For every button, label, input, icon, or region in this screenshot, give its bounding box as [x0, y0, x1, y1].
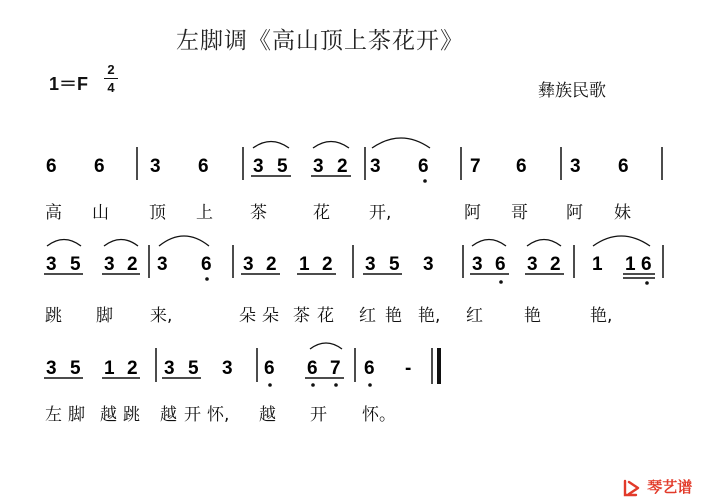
key-signature: 1＝F	[49, 74, 89, 94]
final-bar-thick	[437, 348, 441, 384]
time-signature-bottom: 4	[107, 80, 115, 95]
lyric: 左	[45, 405, 62, 425]
lyric: 茶	[250, 203, 267, 223]
note: 7	[470, 156, 481, 177]
time-signature-top: 2	[107, 62, 115, 77]
lyric: 花	[313, 203, 330, 223]
note: 5	[70, 358, 81, 379]
note: 2	[322, 254, 333, 275]
note: 3	[150, 156, 161, 177]
note: 6	[618, 156, 629, 177]
note: 3	[423, 254, 434, 275]
note: 3	[570, 156, 581, 177]
lyric: 艳,	[418, 306, 441, 326]
lyric: 妹	[614, 203, 631, 223]
note: 6	[364, 358, 375, 379]
lyric: 阿	[566, 203, 583, 223]
site-logo-text: 琴艺谱	[647, 478, 693, 496]
notation-system-3	[44, 343, 441, 425]
note: 1	[299, 254, 310, 275]
note: 6	[94, 156, 105, 177]
note: 6	[307, 358, 318, 379]
note: 3	[46, 358, 57, 379]
note: 3	[222, 358, 233, 379]
lyric: 阿	[464, 203, 481, 223]
slur	[593, 236, 650, 246]
lyric: 上	[196, 203, 213, 223]
composer-credit: 彝族民歌	[538, 81, 606, 101]
lyric: 脚	[68, 405, 85, 425]
lyric: 高	[45, 203, 62, 223]
site-logo	[622, 476, 692, 494]
octave-dot-low	[368, 383, 372, 387]
lyric: 艳	[385, 306, 402, 326]
lyric: 越	[100, 405, 117, 425]
lyric: 红	[359, 306, 376, 326]
slur	[47, 240, 81, 247]
octave-dot-low	[423, 179, 427, 183]
octave-dot-low	[205, 277, 209, 281]
lyric: 越	[259, 405, 276, 425]
note: 3	[472, 254, 483, 275]
note: 5	[70, 254, 81, 275]
lyric: 花	[317, 306, 334, 326]
lyric: 朵	[262, 306, 279, 326]
slur	[372, 138, 430, 148]
note: 6	[641, 254, 652, 275]
lyric: 顶	[149, 203, 166, 223]
note: 2	[550, 254, 561, 275]
lyric: 来,	[150, 306, 173, 326]
lyric: 怀,	[207, 405, 230, 425]
note: 3	[370, 156, 381, 177]
note: 2	[337, 156, 348, 177]
note: 6	[46, 156, 57, 177]
note: 6	[198, 156, 209, 177]
lyric: 怀。	[362, 405, 396, 425]
lyric: 艳,	[590, 306, 613, 326]
lyric: 艳	[524, 306, 541, 326]
slur	[472, 240, 506, 247]
note: 6	[495, 254, 506, 275]
note: 1	[625, 254, 636, 275]
lyric: 红	[466, 306, 483, 326]
slur	[313, 142, 349, 149]
lyric: 开,	[369, 203, 392, 223]
note: 6	[201, 254, 212, 275]
note: 3	[104, 254, 115, 275]
lyric: 开	[310, 405, 327, 425]
note: 3	[157, 254, 168, 275]
note: 5	[188, 358, 199, 379]
note: 1	[104, 358, 115, 379]
note: 7	[330, 358, 341, 379]
lyric: 朵	[239, 306, 256, 326]
note: 6	[516, 156, 527, 177]
note: 5	[277, 156, 288, 177]
note: 2	[127, 254, 138, 275]
note: 3	[243, 254, 254, 275]
lyric: 跳	[45, 306, 62, 326]
lyric: 越	[160, 405, 177, 425]
note: 3	[313, 156, 324, 177]
notation-system-1	[45, 138, 662, 223]
note: 3	[527, 254, 538, 275]
lyric: 开	[184, 405, 201, 425]
octave-dot-low	[499, 280, 503, 284]
slur	[527, 240, 561, 247]
octave-dot-low	[311, 383, 315, 387]
slur	[253, 142, 289, 149]
slur	[159, 236, 209, 246]
note: 3	[164, 358, 175, 379]
slur	[104, 240, 138, 247]
note: 2	[266, 254, 277, 275]
lyric: 哥	[511, 203, 528, 223]
octave-dot-low	[645, 281, 649, 285]
lyric: 山	[92, 203, 109, 223]
note: 3	[365, 254, 376, 275]
note: 3	[253, 156, 264, 177]
notation-system-2	[44, 236, 663, 326]
note: 6	[264, 358, 275, 379]
song-title: 左脚调《高山顶上茶花开》	[176, 28, 464, 54]
note: 1	[592, 254, 603, 275]
slur	[310, 343, 342, 349]
lyric: 茶	[293, 306, 310, 326]
lyric: 跳	[123, 405, 140, 425]
lyric: 脚	[96, 306, 113, 326]
music-note-logo-icon	[622, 479, 642, 497]
note: 2	[127, 358, 138, 379]
octave-dot-low	[334, 383, 338, 387]
note: 3	[46, 254, 57, 275]
octave-dot-low	[268, 383, 272, 387]
note: -	[405, 358, 412, 379]
note: 6	[418, 156, 429, 177]
note: 5	[389, 254, 400, 275]
